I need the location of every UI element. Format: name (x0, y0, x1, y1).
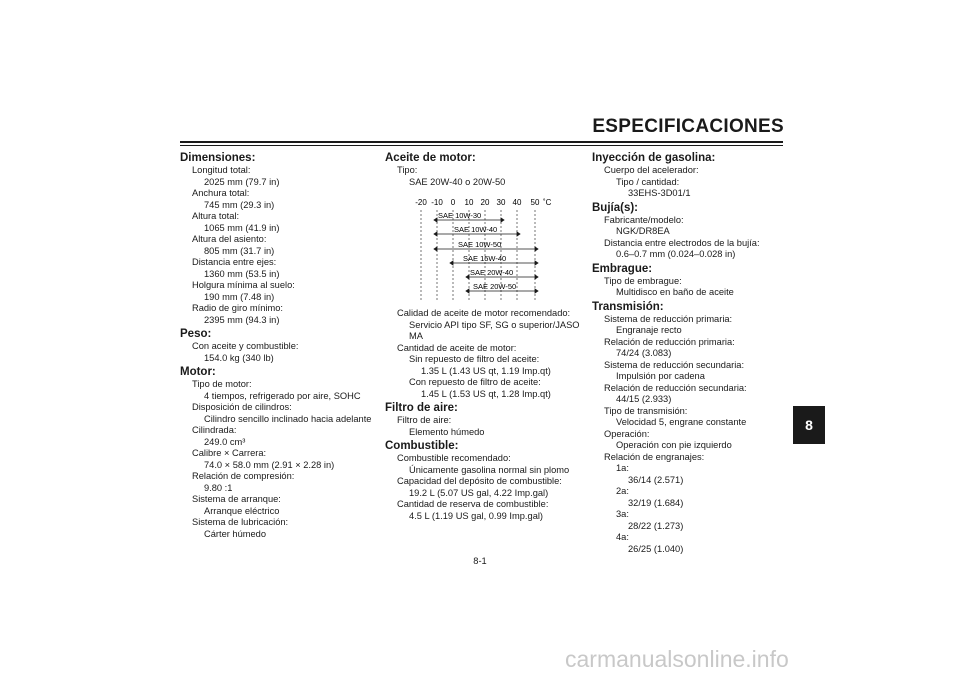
section-heading-transmision: Transmisión: (592, 300, 664, 313)
spec-label: Tipo de transmisión: (604, 405, 688, 416)
column-1 (180, 150, 375, 540)
gear-label: 3a: (616, 509, 629, 519)
grade-label: SAE 20W-50 (473, 282, 517, 291)
spec-value: MA (409, 331, 423, 341)
spec-value: 9.80 :1 (204, 482, 233, 493)
grade-label: SAE 15W-40 (463, 254, 507, 263)
section-heading-combustible: Combustible: (385, 440, 459, 452)
spec-label: Altura total: (192, 211, 240, 221)
spec-sublabel: Con repuesto de filtro de aceite: (409, 377, 541, 387)
grade-label: SAE 20W-40 (470, 268, 514, 277)
spec-label: Relación de compresión: (192, 471, 295, 481)
temp-tick-label: 30 (496, 198, 506, 207)
spec-label: Sistema de reducción primaria: (604, 313, 733, 324)
spec-label: Tipo de embrague: (604, 275, 682, 286)
spec-label: Fabricante/modelo: (604, 214, 684, 225)
spec-value: 4.5 L (1.19 US gal, 0.99 Imp.gal) (409, 510, 544, 521)
spec-label: Con aceite y combustible: (192, 341, 299, 351)
arrow-head (434, 247, 437, 251)
grade-label: SAE 10W-40 (454, 225, 498, 234)
spec-value: Cilindro sencillo inclinado hacia adelante (204, 413, 372, 424)
grade-label: SAE 10W-50 (458, 240, 502, 249)
gear-label: 1a: (616, 463, 629, 473)
arrow-head (434, 218, 437, 222)
section-heading-aceite: Aceite de motor: (385, 152, 476, 164)
spec-value: 1065 mm (41.9 in) (204, 222, 280, 233)
page-title: ESPECIFICACIONES (592, 116, 784, 137)
spec-label: Filtro de aire: (397, 415, 452, 425)
spec-value: 74.0 × 58.0 mm (2.91 × 2.28 in) (204, 459, 335, 470)
temp-tick-label: 0 (450, 198, 456, 207)
section-heading-peso: Peso: (180, 328, 212, 340)
grade-label: SAE 10W-30 (438, 211, 482, 220)
arrow-head (535, 247, 538, 251)
watermark: carmanualsonline.info (565, 646, 789, 672)
spec-value: Servicio API tipo SF, SG o superior/JASO (409, 319, 580, 330)
spec-label: Holgura mínima al suelo: (192, 280, 295, 290)
section-heading-embrague: Embrague: (592, 262, 653, 275)
gear-value: 26/25 (1.040) (628, 543, 684, 554)
page-number: 8-1 (473, 556, 487, 566)
spec-value: Únicamente gasolina normal sin plomo (409, 464, 570, 475)
gear-label: 2a: (616, 486, 629, 496)
spec-label: Calibre × Carrera: (192, 448, 267, 458)
spec-value: 44/15 (2.933) (616, 394, 672, 404)
arrow-head (535, 275, 538, 279)
temp-tick-label: -20 (415, 198, 427, 207)
temp-tick-label: 20 (480, 198, 490, 207)
spec-label: Cilindrada: (192, 425, 237, 435)
arrow-head (434, 232, 437, 236)
spec-value: Engranaje recto (616, 325, 682, 335)
gear-value: 36/14 (2.571) (628, 474, 684, 485)
spec-label: Combustible recomendado: (397, 453, 511, 463)
spec-label: Cantidad de aceite de motor: (397, 342, 517, 353)
header-rule-thick (180, 141, 783, 143)
spec-label: Altura del asiento: (192, 234, 267, 244)
gear-value: 28/22 (1.273) (628, 520, 684, 531)
arrow-head (517, 232, 520, 236)
temp-tick-label: -10 (431, 198, 443, 207)
spec-sublabel: Tipo / cantidad: (616, 176, 680, 187)
spec-value: SAE 20W-40 o 20W-50 (409, 176, 506, 187)
spec-value: 805 mm (31.7 in) (204, 245, 275, 256)
spec-label: Calidad de aceite de motor recomendado: (397, 308, 571, 318)
spec-label: Disposición de cilindros: (192, 402, 292, 412)
spec-value: Arranque eléctrico (204, 505, 280, 516)
spec-label: Sistema de arranque: (192, 494, 281, 504)
gear-label: 4a: (616, 532, 629, 542)
spec-label: Radio de giro mínimo: (192, 303, 283, 313)
arrow-head (535, 261, 538, 265)
spec-value: Velocidad 5, engrane constante (616, 417, 747, 427)
spec-label: Sistema de lubricación: (192, 517, 289, 527)
temp-tick-label: 10 (464, 198, 474, 207)
arrow-head (535, 289, 538, 293)
spec-label: Distancia entre ejes: (192, 257, 277, 267)
chapter-tab[interactable]: 8 (793, 406, 825, 444)
column-3 (592, 150, 782, 555)
temp-tick-label: 50 (530, 198, 540, 207)
temp-unit-label: ˚C (543, 198, 552, 207)
arrow-head (466, 289, 469, 293)
spec-label: Relación de engranajes: (604, 451, 705, 462)
spec-value: Multidisco en baño de aceite (616, 287, 734, 297)
spec-value: 745 mm (29.3 in) (204, 199, 275, 210)
spec-label: Longitud total: (192, 165, 251, 175)
gear-value: 32/19 (1.684) (628, 497, 684, 508)
spec-sublabel: Sin repuesto de filtro del aceite: (409, 354, 540, 364)
spec-label: Tipo: (397, 165, 418, 175)
oil-viscosity-chart (405, 190, 565, 304)
section-heading-inyeccion: Inyección de gasolina: (592, 152, 716, 164)
arrow-head (501, 218, 504, 222)
temp-tick-label: 40 (512, 198, 522, 207)
arrow-head (450, 261, 453, 265)
header-rule-thin (180, 145, 783, 146)
spec-value: 1360 mm (53.5 in) (204, 268, 280, 279)
spec-value: 190 mm (7.48 in) (204, 291, 275, 302)
section-heading-bujia: Bujía(s): (592, 201, 638, 214)
section-heading-dimensiones: Dimensiones: (180, 152, 256, 164)
spec-value: 0.6–0.7 mm (0.024–0.028 in) (616, 249, 736, 259)
spec-value: 4 tiempos, refrigerado por aire, SOHC (204, 390, 361, 401)
arrow-head (466, 275, 469, 279)
spec-value: NGK/DR8EA (616, 226, 670, 236)
spec-value: 2025 mm (79.7 in) (204, 176, 280, 187)
spec-label: Sistema de reducción secundaria: (604, 359, 745, 370)
spec-value: 33EHS-3D01/1 (628, 188, 691, 198)
spec-label: Anchura total: (192, 188, 250, 198)
section-heading-filtro: Filtro de aire: (385, 402, 458, 414)
spec-value: Elemento húmedo (409, 426, 485, 437)
spec-label: Operación: (604, 428, 650, 439)
spec-label: Cuerpo del acelerador: (604, 165, 699, 175)
spec-label: Capacidad del depósito de combustible: (397, 476, 562, 486)
spec-label: Relación de reducción secundaria: (604, 382, 747, 393)
spec-label: Relación de reducción primaria: (604, 336, 735, 347)
spec-value: 74/24 (3.083) (616, 348, 672, 358)
spec-value: 19.2 L (5.07 US gal, 4.22 Imp.gal) (409, 487, 549, 498)
spec-value: 249.0 cm³ (204, 436, 246, 447)
spec-value: 2395 mm (94.3 in) (204, 314, 280, 325)
spec-value: 154.0 kg (340 lb) (204, 352, 274, 363)
spec-value: Operación con pie izquierdo (616, 440, 732, 450)
spec-value: Cárter húmedo (204, 528, 267, 539)
spec-label: Cantidad de reserva de combustible: (397, 499, 549, 509)
spec-value: 1.45 L (1.53 US qt, 1.28 Imp.qt) (421, 388, 551, 399)
spec-value: Impulsión por cadena (616, 371, 705, 381)
column-2 (385, 150, 585, 522)
spec-value: 1.35 L (1.43 US qt, 1.19 Imp.qt) (421, 365, 551, 376)
section-heading-motor: Motor: (180, 366, 216, 378)
spec-label: Tipo de motor: (192, 379, 252, 389)
spec-label: Distancia entre electrodos de la bujía: (604, 237, 760, 248)
